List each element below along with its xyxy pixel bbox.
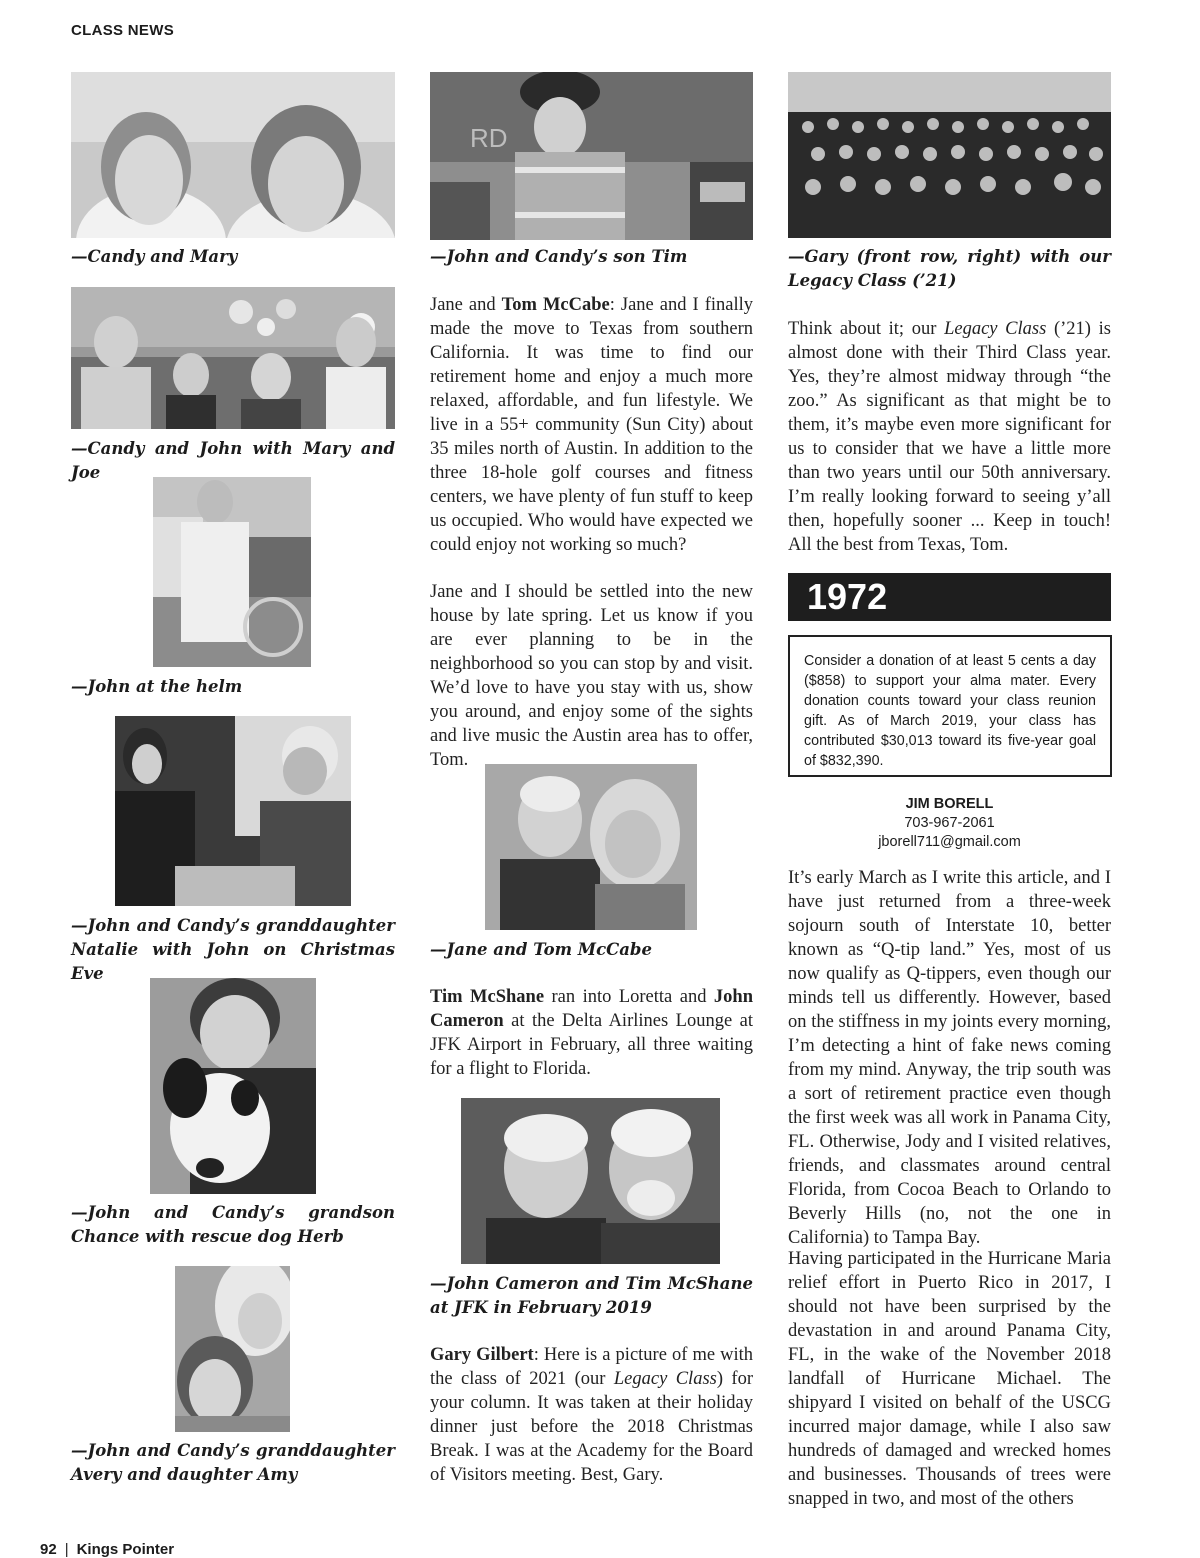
photo-cameron-and-mcshane — [461, 1098, 720, 1264]
text-legacy-class: Legacy Class — [944, 319, 1047, 339]
photo-candy-and-mary — [71, 72, 395, 238]
page-number: 92 — [40, 1541, 57, 1558]
photo-chance-and-herb — [150, 978, 316, 1194]
text-run: (’21) is almost done with their Third Class year. Yes, they’re almost midway through “the zoo.” As significant as that might be to them, it’s maybe even more significant for us to consider that we have a little more than two years until our 50th anniversary. I’m really looking forward to seeing y’all then, hopefully sooner ... Keep in touch! All the best from Texas, Tom. — [788, 319, 1111, 555]
section-header: CLASS NEWS — [71, 22, 175, 39]
caption-avery: —John and Candy’s granddaughter Avery and daughter Amy — [71, 1441, 395, 1484]
caption-candy-and-mary: —Candy and Mary — [71, 247, 238, 266]
caption-jane-and-tom: —Jane and Tom McCabe — [430, 940, 652, 959]
caption-natalie: —John and Candy’s granddaughter Natalie with John on Christmas Eve — [71, 916, 395, 983]
photo-son-tim — [430, 72, 753, 240]
photo-avery-and-amy — [175, 1266, 290, 1432]
text-run: Jane and — [430, 295, 502, 315]
name-tom-mccabe: Tom McCabe — [501, 295, 610, 315]
name-tim-mcshane: Tim McShane — [430, 987, 545, 1007]
donation-text: Consider a donation of at least 5 cents a day ($858) to support your alma mater. Every donation counts toward your class reunion gift. As of March 2019, your class has contributed $30,013 toward its five-year goal of $832,390. — [804, 653, 1096, 769]
text-run: Think about it; our — [788, 319, 945, 339]
photo-john-at-helm — [153, 477, 311, 667]
caption-chance: —John and Candy’s grandson Chance with rescue dog Herb — [71, 1203, 395, 1246]
paragraph-gary-gilbert — [430, 1343, 753, 1487]
text-run: : Here is a picture of me with the class of 2021 (our — [430, 1345, 753, 1389]
caption-gary: —Gary (front row, right) with our Legacy Class (’21) — [788, 247, 1111, 290]
paragraph-legacy-class — [788, 317, 1111, 557]
firetruck-lettering: RD — [470, 123, 508, 153]
class-contact — [788, 795, 1111, 852]
text-run: ) for your column. It was taken at their holiday dinner just before the 2018 Christmas Break. I was at the Academy for the Board of Visitors meeting. Best, Gary. — [430, 1369, 753, 1485]
text-run: ran into Loretta and — [544, 987, 714, 1007]
paragraph-mcshane-cameron — [430, 985, 753, 1081]
donation-box — [788, 635, 1112, 777]
caption-candy-john-mary-joe: —Candy and John with Mary and Joe — [71, 439, 395, 482]
paragraph-hurricane-michael: Having participated in the Hurricane Maria relief effort in Puerto Rico in 2017, I should not have been surprised by the devastation in and around Panama City, FL, in the wake of the November 2018 landfall of Hurricane Michael. The shipyard I visited on behalf of the USCG incurred major damage, while I also saw hundreds of damaged and wrecked homes and businesses. Thousands of trees were snapped in two, and most of the others — [788, 1249, 1111, 1509]
contact-email[interactable]: jborell711@gmail.com — [878, 834, 1021, 850]
paragraph-mccabe-move — [430, 293, 753, 557]
publication-name: Kings Pointer — [76, 1541, 175, 1558]
photo-jane-and-tom — [485, 764, 697, 930]
text-run: at the Delta Airlines Lounge at JFK Airport in February, all three waiting for a flight to Florida. — [430, 1011, 753, 1079]
photo-legacy-class — [788, 72, 1111, 238]
paragraph-mccabe-visit: Jane and I should be settled into the new house by late spring. Let us know if you are ever planning to be in the neighborhood so you can stop by and visit. We’d love to have you stay with us, show you around, and enjoy some of the sights and live music the Austin area has to offer, Tom. — [430, 582, 753, 770]
photo-natalie-with-john — [115, 716, 351, 906]
caption-cameron-mcshane: —John Cameron and Tim McShane at JFK in February 2019 — [430, 1274, 753, 1317]
text-run: : Jane and I finally made the move to Texas from southern California. It was time to find our retirement home and enjoy a much more relaxed, affordable, and fun lifestyle. We live in a 55+ community (Sun City) about 35 miles north of Austin. In addition to the three 18-hole golf courses and fitness centers, we have plenty of fun stuff to keep us occupied. Who would have expected we could enjoy not working so much? — [430, 295, 753, 555]
class-year: 1972 — [807, 576, 888, 617]
class-year-banner — [788, 573, 1111, 621]
caption-son-tim: —John and Candy’s son Tim — [430, 247, 688, 266]
name-john-cameron: John Cameron — [430, 987, 753, 1031]
footer-separator: | — [64, 1541, 69, 1558]
contact-phone: 703-967-2061 — [904, 815, 995, 831]
name-gary-gilbert: Gary Gilbert — [430, 1345, 534, 1365]
contact-name: JIM BORELL — [905, 796, 994, 812]
paragraph-q-tip-land: It’s early March as I write this article, and I have just returned from a three-week sojourn south of Interstate 10, better known as “Q-tip land.” Yes, most of us now qualify as Q-tippers, even though our minds tell us differently. However, based on the stiffness in my joints every morning, I’m detecting a hint of fake news coming from my mind. Anyway, the trip south was a sort of retirement practice even though the first week was all work in Panama City, FL. Otherwise, Jody and I visited relatives, friends, and classmates around central Florida, from Cocoa Beach to Orlando to Beverly Hills (no, not the one in California) to Tampa Bay. — [788, 868, 1111, 1248]
page-footer — [40, 1541, 174, 1558]
photo-candy-john-mary-joe — [71, 287, 395, 429]
caption-john-at-helm: —John at the helm — [71, 677, 243, 696]
text-legacy-class: Legacy Class — [613, 1369, 717, 1389]
